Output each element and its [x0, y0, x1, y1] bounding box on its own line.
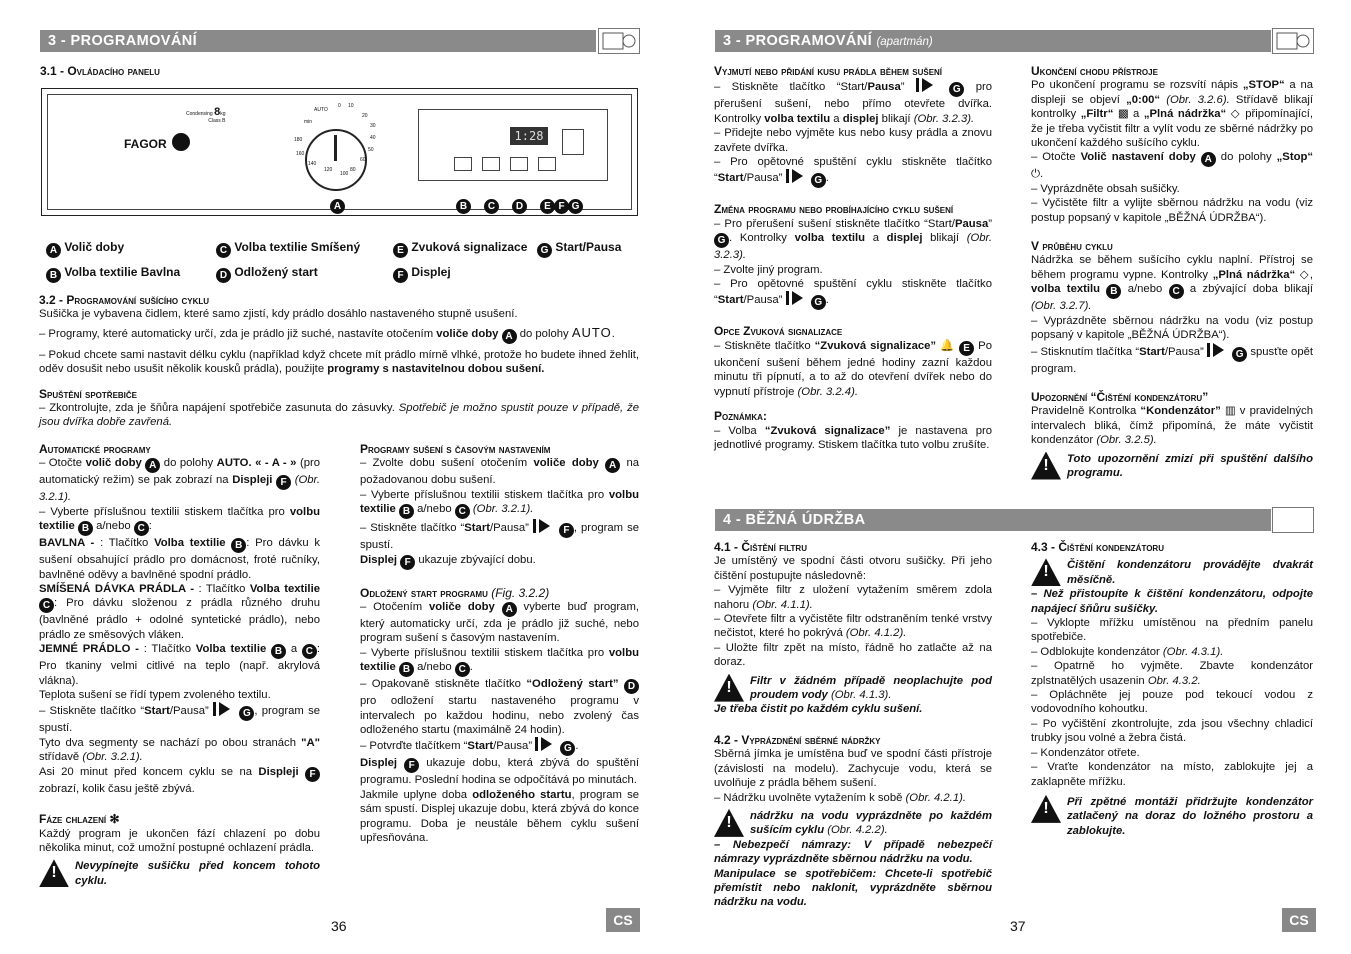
tank-handling: Manipulace se spotřebičem: Chcete-li spotřebič přemístit nebo naklonit, vyprázdněte sběrnou nádržku na vodu.: [714, 867, 992, 909]
cond-step3: – Opatrně ho vyjměte. Zbavte kondenzátor zplstnatělých usazenin Obr. 4.3.2.: [1031, 660, 1313, 687]
auto-temp: Teplota sušení se řídí typem zvoleného textilu.: [39, 689, 271, 702]
tank-icon-2: ◇: [1299, 268, 1310, 281]
warning-icon: [714, 674, 744, 702]
heading-delay: Odložený start programu (Fig. 3.2.2): [360, 585, 550, 600]
legend-e: E Zvuková signalizace: [393, 239, 527, 258]
section-bar-maintenance: 4 - BĚŽNÁ ÚDRŽBA: [715, 509, 1271, 531]
change-step2: – Zvolte jiný program.: [714, 263, 823, 276]
heading-auto-programs: Automatické programy: [39, 442, 151, 456]
filter-step2: – Otevřete filtr a vyčistěte filtr odstraněním tenké vrstvy nečistot, které ho pokrývá (Obr. 4.1.2).: [714, 613, 992, 640]
auto-segments: Tyto dva segmenty se nachází po obou stranách "A" střídavě (Obr. 3.2.1).: [39, 736, 320, 764]
condenser-icon: ▥: [1224, 405, 1236, 418]
auto-delicate: JEMNÉ PRÁDLO - : Tlačítko Volba textilie B a C : Pro tkaniny velmi citlivé na teplo (např. akrylová vlákna).: [39, 643, 321, 687]
filter-step3: – Uložte filtr zpět na místo, řádně ho zatlačte až na doraz.: [714, 641, 992, 669]
heading-4-3: 4.3 - Čištění kondenzátoru: [1031, 540, 1164, 554]
left-col-a: [39, 440, 320, 888]
heading-4-2: 4.2 - Vyprázdnění sběrné nádržky: [714, 732, 881, 747]
heading-change-program: Změna programu nebo probíhajícího cyklu sušení: [714, 202, 954, 217]
warning-cooling: ! Nevypínejte sušičku před koncem tohoto cyklu.: [39, 859, 320, 888]
para-cooling: Každý program je ukončen fází chlazení po dobu několika minut, což umožní postupné ochlazení prádla.: [39, 827, 320, 854]
end-text: Po ukončení programu se rozsvítí nápis „STOP“ a na displeji se objeví „0:00“ (Obr. 3.2.6). Střídavě blikají kontrolky „Filtr“ ▩ a „Plná nádržka“ ◇ připomínající, že je třeba vyčistit filtr a vylít vodu ze sběrné nádržky po ukončení každého sušícího cyklu.: [1031, 79, 1314, 150]
start-pause-key[interactable]: [562, 129, 584, 155]
heading-during: V průběhu cyklu: [1031, 239, 1113, 254]
marker-g: G: [568, 199, 583, 214]
timed-step1: – Zvolte dobu sušení otočením voliče doby A na požadovanou dobu sušení.: [360, 457, 640, 487]
buzzer-text: – Stiskněte tlačítko “Zvuková signalizace” 🔔 E Po ukončení sušení během jedné hodiny zazní každou minutu tři pípnutí, a to až do otevření dvířek nebo do vypnutí přístroje (Obr. 3.2.4).: [714, 339, 992, 398]
page-number-right: 37: [1010, 918, 1026, 934]
delay-step2: – Vyberte příslušnou textilii stiskem tlačítka pro volbu textilie B a/nebo C .: [360, 646, 639, 676]
add-step3: – Pro opětovné spuštění cyklu stiskněte tlačítko “Start/Pausa” G .: [714, 156, 992, 187]
filter-step0: Je umístěný ve spodní části otvoru sušičky. Při jeho čištění postupujte následovně:: [714, 555, 992, 582]
warning-icon: [1031, 558, 1061, 586]
panel-display: 1:28: [510, 127, 548, 145]
section-bar-programming: [40, 30, 596, 52]
warning-tank: ! nádržku na vodu vyprázdněte po každém sušícím cyklu (Obr. 4.2.2).: [714, 809, 992, 838]
button-b[interactable]: [454, 157, 472, 171]
legend-c: C Volba textilie Smíšený: [216, 239, 360, 258]
warning-icon: [1031, 452, 1061, 480]
delay-end: Jakmile uplyne doba odloženého startu, program se sám spustí. Displej ukazuje dobu, která zbývá do konce programu. Doba je neustále během cyklu sušení upřesňována.: [360, 788, 639, 845]
cond-step6: – Kondenzátor otřete.: [1031, 746, 1140, 759]
condenser-text: Pravidelně Kontrolka “Kondenzátor” ▥ v pravidelných intervalech bliká, čímž připomíná, že máte vyčistit kondenzátor (Obr. 3.2.5).: [1031, 405, 1313, 447]
end-step1: – Otočte Volič nastavení doby A do polohy „Stop“ ⏻.: [1031, 151, 1314, 181]
warning-icon: [1031, 795, 1061, 823]
button-c[interactable]: [482, 157, 500, 171]
auto-mixed: SMÍŠENÁ DÁVKA PRÁDLA - : Tlačítko Volba textilie C : Pro dávku složenou z prádla různého druhu (bavlněné prádlo + odolné syntetické prádlo), nebo prádlo ze směsových vláken.: [39, 583, 320, 641]
marker-f: F: [554, 199, 569, 214]
para-timed: – Pokud chcete sami nastavit délku cyklu (například když chcete mít prádlo mírně vlhké, protože ho budete ihned žehlit, oděv dosušit nebo usušit několik kousků prádla), použijte programy s nastavitelnou dobou sušení.: [39, 348, 639, 376]
warning-icon: [714, 809, 744, 837]
brand-swoosh-icon: [172, 133, 190, 151]
heading-4-1: 4.1 - Čištění filtru: [714, 540, 807, 554]
filter-step1: – Vyjměte filtr z uložení vytažením směrem zdola nahoru (Obr. 4.1.1).: [714, 584, 992, 611]
heading-end: Ukončení chodu přístroje: [1031, 64, 1158, 78]
tank-step1: – Nádržku uvolněte vytažením k sobě (Obr. 4.2.1).: [714, 791, 967, 804]
legend-d: D Odložený start: [216, 264, 318, 283]
section-bar-programming-apartment: 3 - PROGRAMOVÁNÍ (apartmán): [715, 30, 1271, 52]
left-col-b: [360, 440, 639, 846]
bar-title: 3 - PROGRAMOVÁNÍ: [48, 33, 197, 49]
auto-step1: – Otočte volič doby A do polohy AUTO. « - A - » (pro automatický režim) se pak zobrazí na Displeji F (Obr. 3.2.1).: [39, 457, 321, 504]
warning-icon: [39, 859, 69, 887]
legend-b: B Volba textilie Bavlna: [46, 264, 180, 283]
tank-icon: ◇: [1230, 108, 1241, 121]
heading-3-2: 3.2 - Programování sušícího cyklu: [39, 293, 210, 307]
timed-step3: – Stiskněte tlačítko “Start/Pausa” F , program se spustí.: [360, 519, 639, 552]
auto-start: – Stiskněte tlačítko “Start/Pausa” G , program se spustí.: [39, 702, 320, 735]
marker-c: C: [484, 199, 499, 214]
right-col-d: [1031, 534, 1313, 838]
end-step3: – Vyčistěte filtr a vylijte sběrnou nádržku na vodu (viz postup popsaný v kapitole „BĚŽNÁ ÚDRŽBA“).: [1031, 197, 1313, 224]
heading-condenser-warning: Upozornění “Čištění kondenzátoru”: [1031, 389, 1209, 404]
heading-add-remove: Vyjmutí nebo přidání kusu prádla během sušení: [714, 64, 943, 78]
language-badge-left: CS: [606, 908, 640, 932]
during-step2: – Stisknutím tlačítka “Start/Pausa” G spusťte opět program.: [1031, 343, 1313, 376]
dryer-icon-right-shape: [1273, 29, 1313, 53]
cond-step4: – Opláchněte jej pouze pod tekoucí vodou z vodovodního kohoutku.: [1031, 689, 1313, 716]
tank-text: Sběrná jímka je umístěna buď ve spodní části přístroje (závislosti na modelu). Zachycuje vodu, která se uvolňuje z prádla během sušení.: [714, 748, 992, 790]
marker-b: B: [456, 199, 471, 214]
add-step1: – Stiskněte tlačítko “Start/Pausa” G pro přerušení sušení, nebo přímo otevřete dvířka. Kontrolky volba textilu a displej blikají (Obr. 3.2.3).: [714, 78, 992, 126]
condenser-icon-bar: [1272, 507, 1314, 533]
change-step3: – Pro opětovné spuštění cyklu stiskněte tlačítko “Start/Pausa” G .: [714, 278, 992, 309]
filter-note: Je třeba čistit po každém cyklu sušení.: [714, 703, 923, 716]
left-top: [40, 62, 640, 78]
model-label: Condensing 8kg Class B: [186, 106, 226, 124]
warning-reassembly: ! Při zpětné montáži přidržujte kondenzátor zatlačený na doraz do ložného prostoru a zablokujte.: [1031, 795, 1313, 838]
legend-f: F Displej: [393, 264, 451, 283]
right-col-b: [1031, 60, 1313, 480]
para-start: – Zkontrolujte, zda je šňůra napájení spotřebiče zasunuta do zásuvky. Spotřebič je možno spustit pouze v případě, že jsou dvířka dobře zavřená.: [39, 402, 639, 429]
control-panel-figure: FAGOR Condensing 8kg Class B AUTO 0 10 20 30 40 50 60 80 100 120 140 160 180 min 1:28 A B C D E F G: [41, 88, 638, 216]
tank-frost: – Nebezpečí námrazy: V případě nebezpečí námrazy vyprázdněte sběrnou nádržku na vodu.: [714, 838, 992, 866]
warning-condenser: ! Toto upozornění zmizí při spuštění dalšího programu.: [1031, 452, 1313, 481]
dial-pointer: [334, 135, 337, 161]
left-section-3-2: [39, 291, 639, 430]
right-col-a: [714, 60, 992, 452]
auto-cotton: BAVLNA - : Tlačítko Volba textilie B : Pro dávku k sušení obsahující prádlo pro domácnost, froté ručníky, bavlněné oděvy a bavlněné spodní prádlo.: [39, 537, 321, 581]
marker-e: E: [540, 199, 555, 214]
timed-step2: – Vyberte příslušnou textilii stiskem tlačítka pro volbu textilie B a/nebo C (Obr. 3.2.1).: [360, 488, 639, 518]
para-auto: – Programy, které automaticky určí, zda je prádlo již suché, nastavíte otočením voliče doby A do polohy AUTO.: [39, 324, 615, 342]
filter-icon: ▩: [1117, 108, 1129, 121]
para-sensor: Sušička je vybavena čidlem, které samo zjistí, kdy prádlo dosáhlo nastaveného stupně usušení.: [39, 308, 518, 321]
delay-step1: – Otočením voliče doby A vyberte buď program, který automaticky určí, zda je prádlo již suché, nebo program sušení s časovým nastavením.: [360, 601, 640, 645]
button-e[interactable]: [538, 157, 556, 171]
auto-remaining: Asi 20 minut před koncem cyklu se na Displeji F zobrazí, kolik času ještě zbývá.: [39, 765, 320, 796]
heading-cooling: Fáze chlazení ✻: [39, 812, 120, 827]
auto-step2: – Vyberte příslušnou textilii stiskem tlačítka pro volbu textilie B a/nebo C :: [39, 505, 320, 535]
dryer-icon-shape: [599, 29, 639, 53]
end-step2: – Vyprázdněte obsah sušičky.: [1031, 182, 1180, 195]
warning-filter: ! Filtr v žádném případě neoplachujte pod proudem vody (Obr. 4.1.3).: [714, 674, 992, 703]
heading-3-1: 3.1 - Ovládacího panelu: [40, 64, 160, 78]
button-d[interactable]: [510, 157, 528, 171]
heading-note: Poznámka:: [714, 409, 767, 424]
heading-start: Spuštění spotřebiče: [39, 386, 138, 401]
cond-step5: – Po vyčištění zkontrolujte, zda jsou všechny chladicí trubky jsou volné a žebra čistá.: [1031, 717, 1313, 745]
heading-timed-programs: Programy sušení s časovým nastavením: [360, 442, 551, 456]
language-badge-right: CS: [1282, 908, 1316, 932]
dryer-icon: [598, 28, 640, 54]
during-text: Nádržka se během sušícího cyklu naplní. Přístroj se během programu vypne. Kontrolky „Plná nádržka“ ◇, volba textilu B a/nebo C a zbývající doba blikají (Obr. 3.2.7).: [1031, 254, 1314, 313]
legend-a: A Volič doby: [46, 239, 124, 258]
brand-logo: FAGOR: [124, 137, 167, 151]
change-step1: – Pro přerušení sušení stiskněte tlačítko “Start/Pausa” G . Kontrolky volba textilu a displej blikají (Obr. 3.2.3).: [714, 217, 993, 262]
power-icon: ⏻: [1031, 168, 1040, 181]
page-number-left: 36: [331, 918, 347, 934]
marker-d: D: [512, 199, 527, 214]
cond-step1: – Vyklopte mřížku umístěnou na předním panelu spotřebiče.: [1031, 617, 1313, 644]
note-text: – Volba “Zvuková signalizace” je nastavena pro jednotlivé programy. Stiskem tlačítka tuto volbu zrušíte.: [714, 424, 993, 451]
marker-a: A: [330, 199, 345, 214]
bell-icon: 🔔: [940, 339, 956, 352]
condenser-unplug: – Než přistoupíte k čištění kondenzátoru, odpojte napájecí šňůru sušičky.: [1031, 588, 1313, 615]
warning-condenser-clean: ! Čištění kondenzátoru provádějte dvakrát měsíčně.: [1031, 558, 1313, 587]
cond-step2: – Odblokujte kondenzátor (Obr. 4.3.1).: [1031, 645, 1224, 658]
cond-step7: – Vraťte kondenzátor na místo, zablokujte jej a zaklapněte mřížku.: [1031, 761, 1313, 788]
delay-display: Displej F ukazuje dobu, která zbývá do spuštění programu. Poslední hodina se odpočítává po minutách.: [360, 757, 639, 787]
heading-buzzer: Opce Zvuková signalizace: [714, 324, 843, 339]
delay-step3: – Opakovaně stiskněte tlačítko “Odložený start” D pro odložení startu nastaveného programu v intervalech po každou hodinu, nebo zvolený čas odloženého startu (maximálně 24 hodin).: [360, 678, 639, 737]
during-step1: – Vyprázdněte sběrnou nádržku na vodu (viz postup popsaný v kapitole „BĚŽNÁ ÚDRŽBA“).: [1031, 314, 1313, 342]
add-step2: – Přidejte nebo vyjměte kus nebo kusy prádla a znovu zavřete dvířka.: [714, 127, 992, 154]
legend-g: G Start/Pausa: [537, 239, 621, 258]
dryer-icon-right: [1272, 28, 1314, 54]
delay-step4: – Potvrďte tlačítkem “Start/Pausa” G .: [360, 737, 639, 756]
right-col-c: [714, 534, 992, 910]
timed-display: Displej F ukazuje zbývající dobu.: [360, 553, 536, 568]
